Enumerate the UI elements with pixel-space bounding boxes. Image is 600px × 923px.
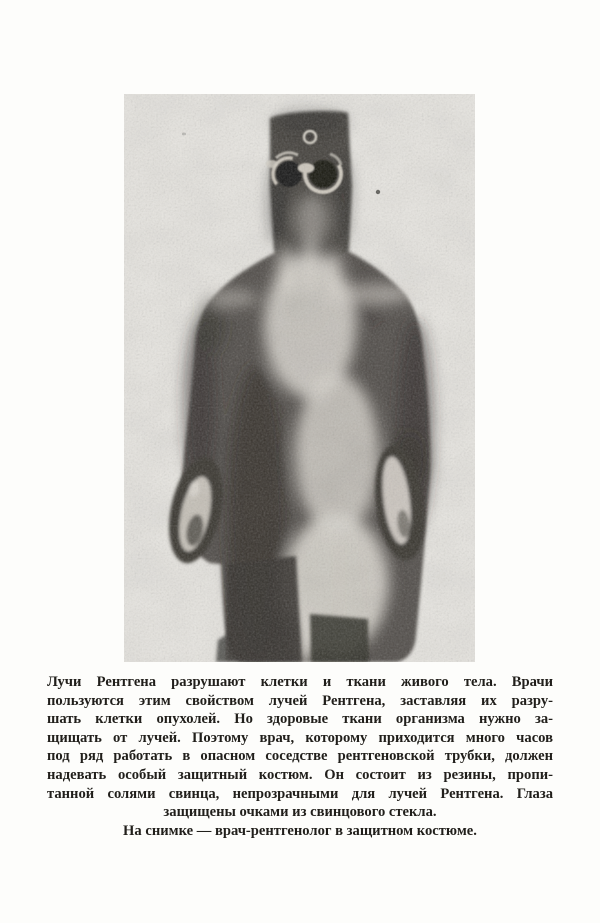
text-line: шать клетки опухолей. Но здоровые ткани организма нужно за-	[47, 711, 553, 728]
photograph	[124, 94, 475, 662]
text-line: щищать от лучей. Поэтому врач, которому приходится много часов	[47, 729, 553, 746]
mottle-overlay	[124, 94, 475, 662]
paragraph-block	[47, 673, 553, 840]
text-line: Лучи Рентгена разрушают клетки и ткани живого тела. Врачи	[47, 674, 553, 690]
text-line: пользуются этим свойством лучей Рентгена, заставляя их разру-	[47, 692, 553, 709]
text-line: надевать особый защитный костюм. Он состоит из резины, пропи-	[47, 766, 553, 783]
text-line: танной солями свинца, непрозрачными для лучей Рентгена. Глаза	[47, 785, 553, 802]
caption-line: На снимке — врач-рентгенолог в защитном костюме.	[123, 822, 477, 839]
text-line: защищены очками из свинцового стекла.	[163, 804, 437, 821]
protective-suit-figure	[124, 94, 475, 662]
text-line: под ряд работать в опасном соседстве рентгеновской трубки, должен	[47, 748, 553, 765]
